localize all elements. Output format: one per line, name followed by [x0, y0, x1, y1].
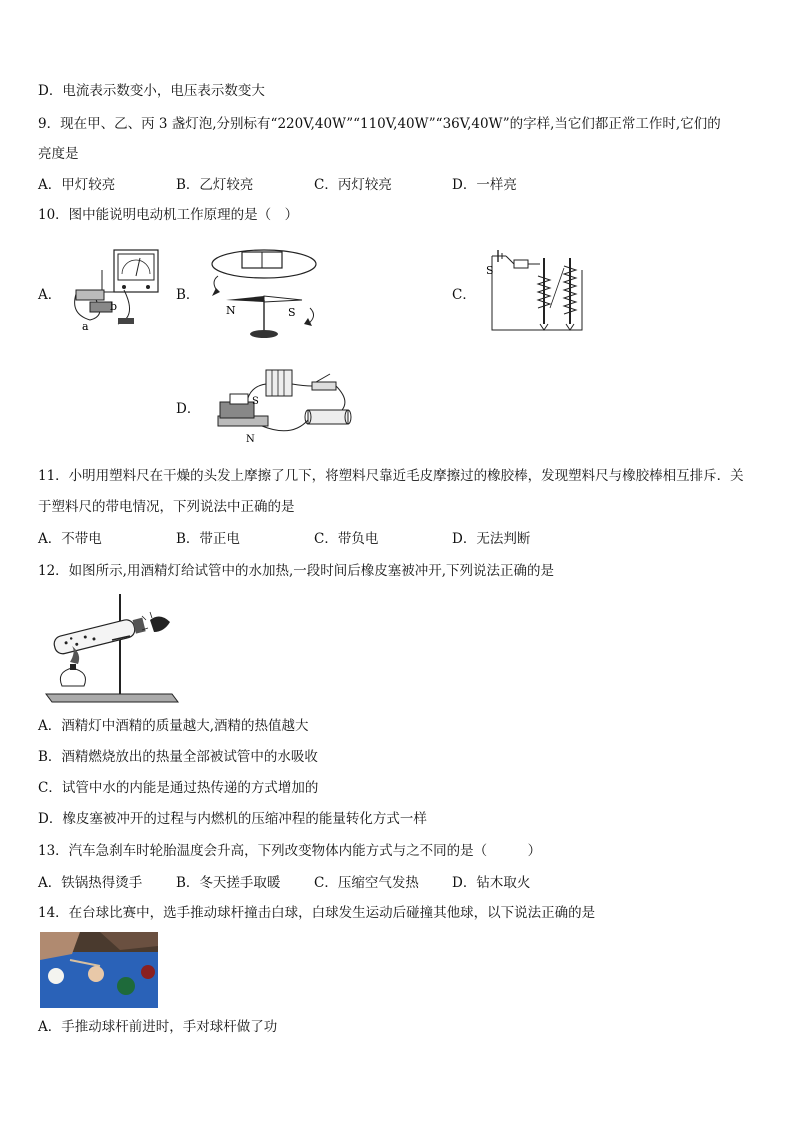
q9-stem-line2: 亮度是 — [38, 146, 79, 162]
q12-figure-test-tube — [42, 590, 182, 708]
q11-stem-line1: 11．小明用塑料尺在干燥的头发上摩擦了几下，将塑料尺靠近毛皮摩擦过的橡胶棒，发现塑料尺与橡胶棒相互排斥．关 — [38, 468, 744, 484]
q10-label-c: C． — [452, 287, 476, 303]
q13-option-c: C．压缩空气发热 — [314, 875, 419, 891]
q10-figa-label-b: b — [110, 300, 118, 313]
q9-option-a: A．甲灯较亮 — [38, 177, 116, 193]
q9-option-d: D．一样亮 — [452, 177, 517, 193]
q10-figure-d — [212, 364, 352, 448]
q12-option-b: B．酒精燃烧放出的热量全部被试管中的水吸收 — [38, 749, 318, 765]
q8-option-d: D．电流表示数变小，电压表示数变大 — [38, 83, 265, 99]
q14-option-a: A．手推动球杆前进时，手对球杆做了功 — [38, 1019, 278, 1035]
q12-option-c: C．试管中水的内能是通过热传递的方式增加的 — [38, 780, 319, 796]
q13-stem: 13．汽车急刹车时轮胎温度会升高，下列改变物体内能方式与之不同的是（ ） — [38, 843, 542, 859]
q13-option-a: A．铁锅热得烫手 — [38, 875, 143, 891]
q12-stem: 12．如图所示,用酒精灯给试管中的水加热,一段时间后橡皮塞被冲开,下列说法正确的是 — [38, 563, 555, 579]
q10-stem: 10．图中能说明电动机工作原理的是（ ） — [38, 207, 299, 223]
q9-stem-line1: 9．现在甲、乙、丙 3 盏灯泡,分别标有“220V,40W”“110V,40W”“36V,40W”的字样,当它们都正常工作时,它们的 — [38, 116, 721, 132]
q10-figa-label-a: a — [82, 320, 89, 333]
q10-figure-b — [204, 244, 324, 344]
q10-label-d: D． — [176, 401, 201, 417]
q9-option-b: B．乙灯较亮 — [176, 177, 254, 193]
q10-figd-label-s: S — [252, 396, 259, 407]
q12-option-a: A．酒精灯中酒精的质量越大,酒精的热值越大 — [38, 718, 309, 734]
q10-figure-a — [66, 244, 166, 334]
q10-figb-label-n: N — [226, 304, 236, 317]
q10-figb-label-s: S — [288, 306, 296, 319]
q11-option-a: A．不带电 — [38, 531, 102, 547]
q13-option-d: D．钻木取火 — [452, 875, 531, 891]
q10-figd-label-n: N — [246, 434, 255, 445]
q11-stem-line2: 于塑料尺的带电情况，下列说法中正确的是 — [38, 499, 295, 515]
q10-figure-c — [486, 246, 586, 334]
q9-option-c: C．丙灯较亮 — [314, 177, 392, 193]
q10-label-b: B． — [176, 287, 200, 303]
q13-option-b: B．冬天搓手取暖 — [176, 875, 281, 891]
q14-billiards-photo — [40, 932, 158, 1008]
q11-option-b: B．带正电 — [176, 531, 240, 547]
q10-figc-label-s: S — [486, 264, 494, 277]
q11-option-c: C．带负电 — [314, 531, 379, 547]
q10-label-a: A． — [38, 287, 62, 303]
q14-stem: 14．在台球比赛中，选手推动球杆撞击白球，白球发生运动后碰撞其他球，以下说法正确的是 — [38, 905, 596, 921]
q12-option-d: D．橡皮塞被冲开的过程与内燃机的压缩冲程的能量转化方式一样 — [38, 811, 427, 827]
q11-option-d: D．无法判断 — [452, 531, 531, 547]
